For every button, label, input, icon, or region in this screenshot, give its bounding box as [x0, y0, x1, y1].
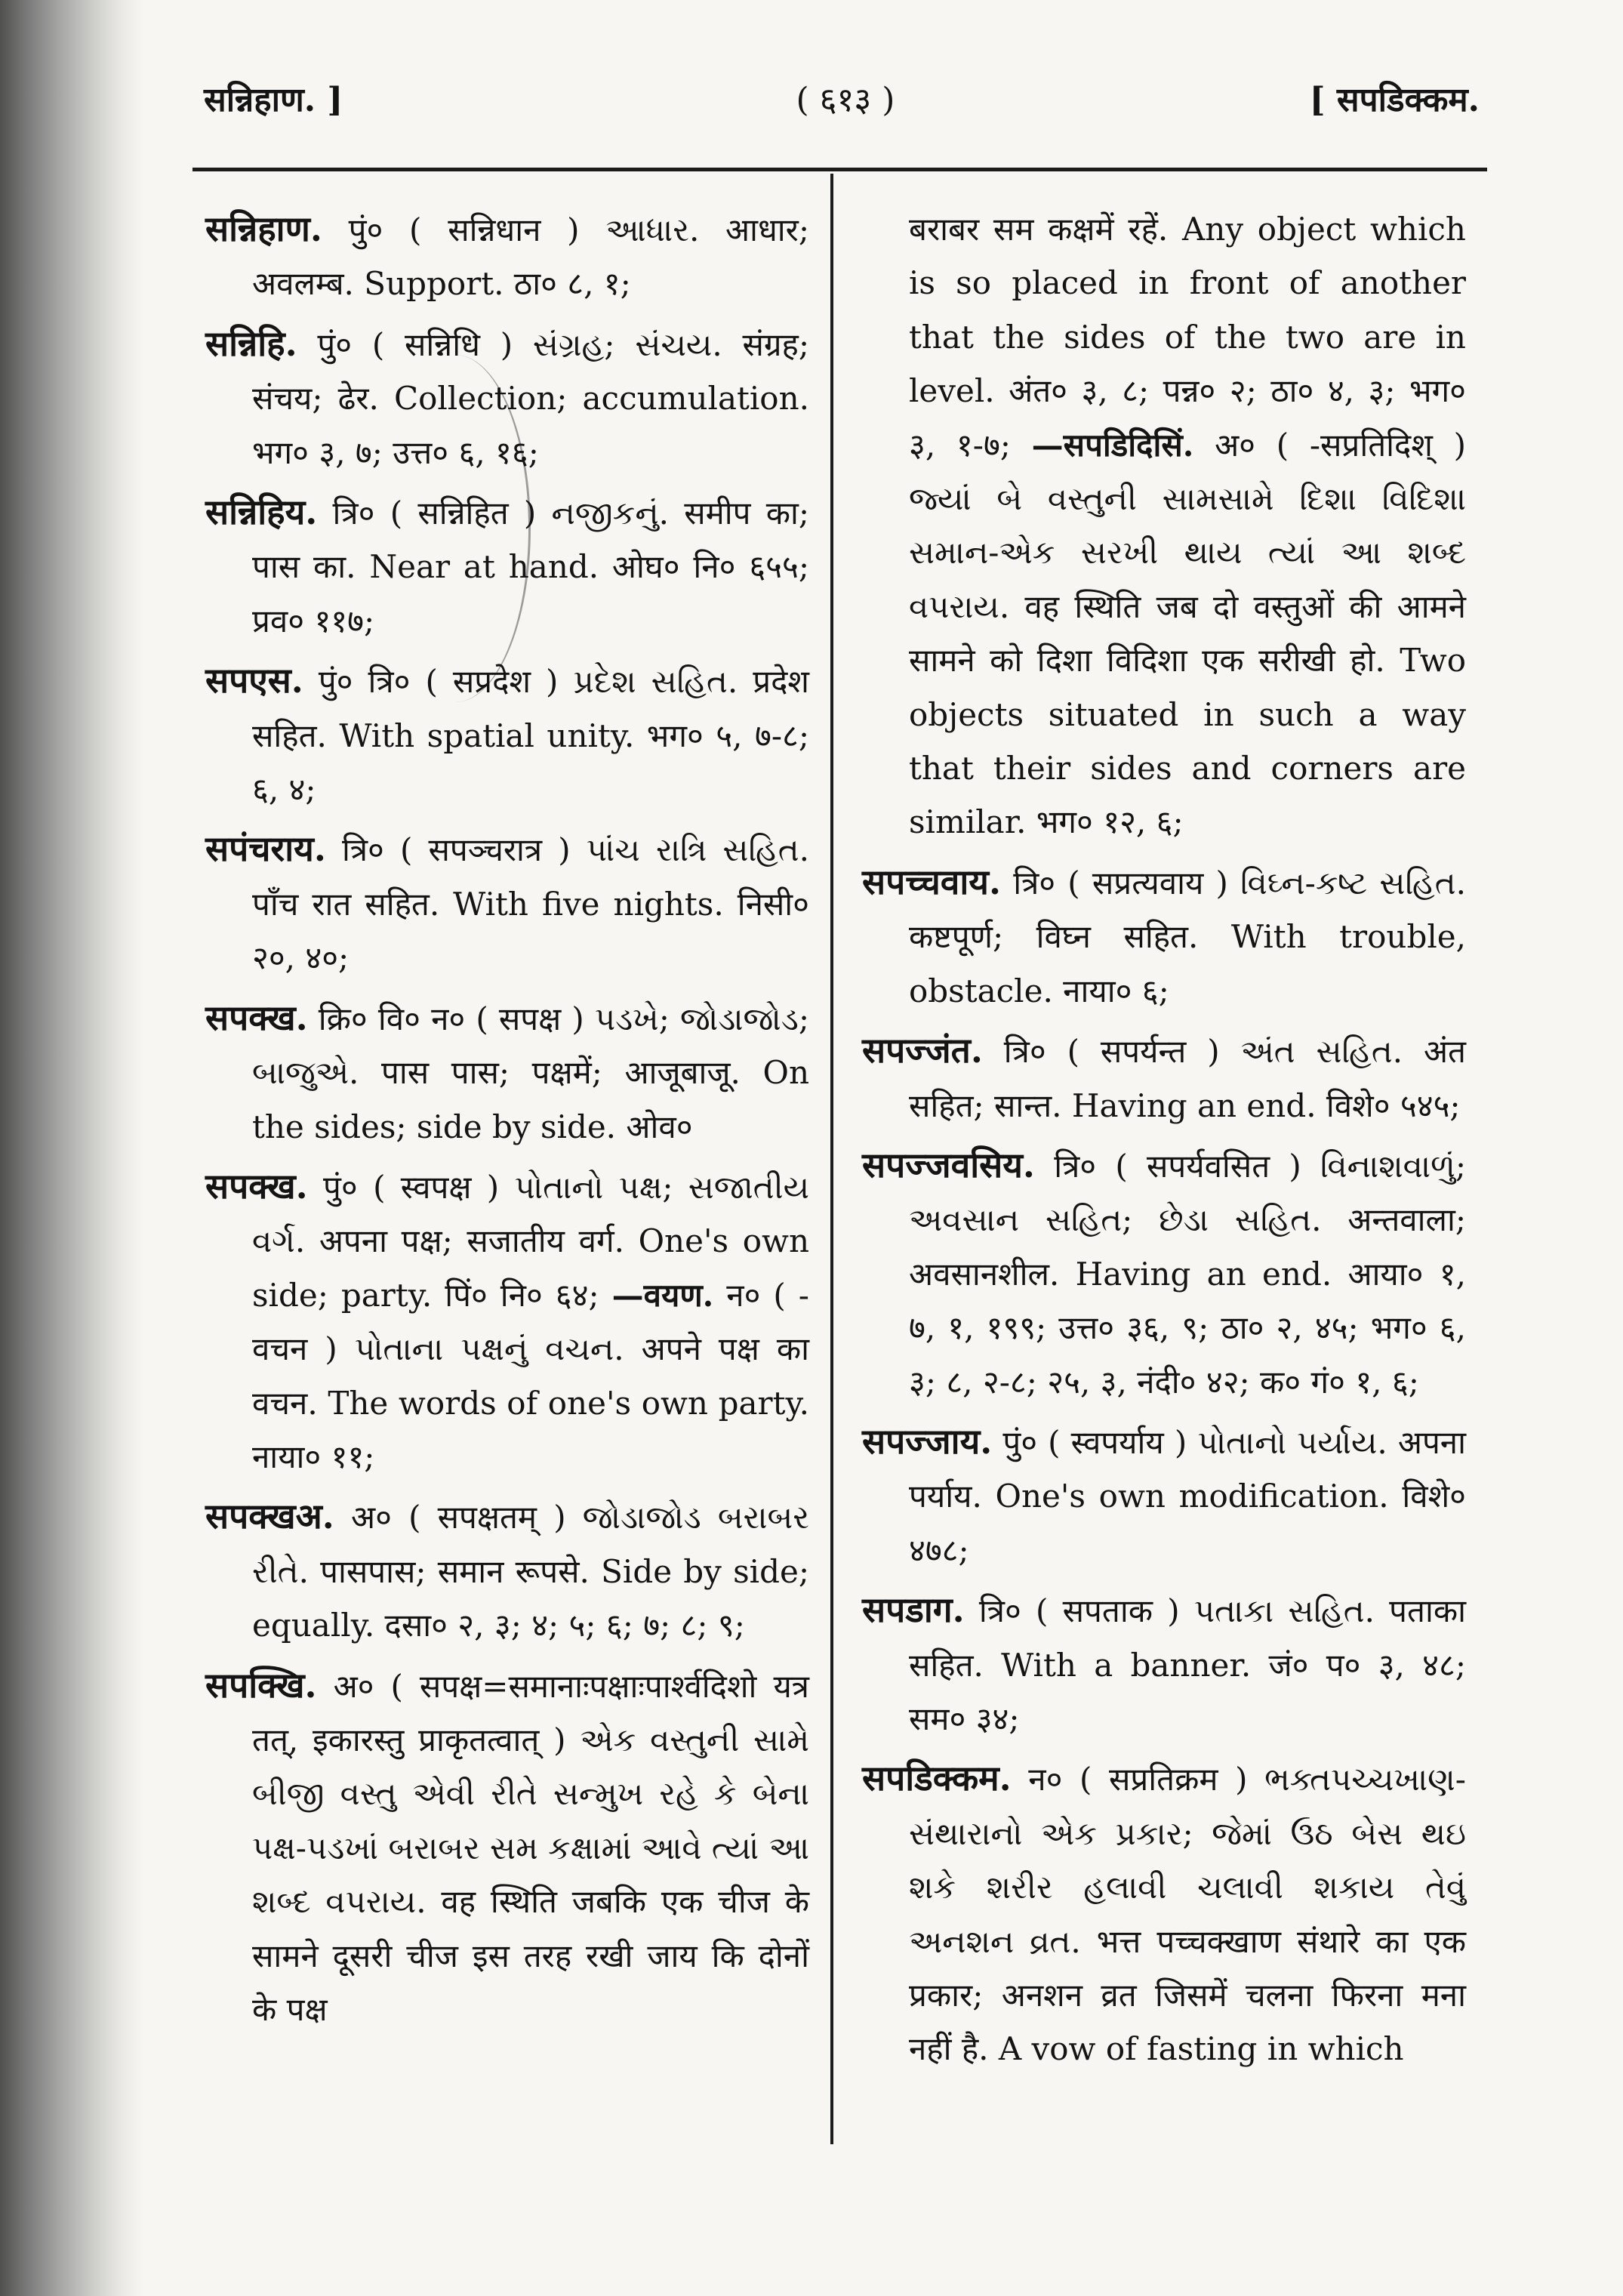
headword: सपडाग. — [862, 1589, 965, 1631]
column-divider — [830, 174, 833, 2144]
entry-body: अ० ( सपक्ष=समानाःपक्षाःपार्श्वदिशो यत्र तत्, इकारस्तु प्राकृतत्वात् ) એક વસ્તુની સામે બીજી વસ્તુ એવી રીતે સન્મુખ રહે કે બેના પક્ષ-પડખાં બરાબર સમ કક્ષામાં આવે ત્યાં આ શબ્દ વપરાય. वह स्थिति जबकि एक चीज के सामने दूसरी चीज इस तरह रखी जाय कि दोनों के पक्ष — [252, 1667, 809, 2028]
dictionary-entry — [862, 1583, 1466, 1746]
dictionary-entry — [205, 822, 809, 985]
dictionary-entry — [205, 654, 809, 816]
entry-body: त्रि० ( सपताक ) પતાકા સહિત. पताका सहित. With a banner. जं० प० ३, ४८; सम० ३४; — [909, 1592, 1466, 1737]
header-right-guideword: [ सपडिक्कम. — [1309, 81, 1480, 119]
dictionary-entry — [862, 1415, 1466, 1577]
entry-body: त्रि० ( सपञ्चरात्र ) પાંચ રાત્રિ સહિત. पाँच रात सहित. With five nights. निसी० २०, ४०; — [252, 831, 809, 977]
sub-entry-body: न० ( -वचन ) પોતાના પક્ષનું વચન. अपने पक्ष का वचन. The words of one's own party. नाया० ११; — [252, 1276, 809, 1475]
entry-body: क्रि० वि० न० ( सपक्ष ) પડખે; જોડાજોડ; બાજુએ. पास पास; पक्षमें; आजूबाजू. On the sides; side by side. ओव० — [252, 1000, 809, 1145]
dictionary-entry — [205, 1160, 809, 1484]
entry-body: न० ( सप्रतिक्रम ) ભક્તપચ્ચખાણ-સંથારાનો એક પ્રકાર; જેમાં ઉઠ બેસ થઇ શકે શરીર હલાવી ચલાવી શકાય તેવું અનશન વ્રત. भत्त पच्चक्खाण संथारे का एक प्रकार; अनशन व्रत जिसमें चलना फिरना मना नहीं है. A vow of fasting in which — [909, 1761, 1466, 2068]
headword: सपंचराय. — [205, 828, 326, 870]
headword: सन्निहाण. — [205, 208, 322, 249]
entry-body: पुं० त्रि० ( सप्रदेश ) પ્રદેશ સહિત. प्रदेश सहित. With spatial unity. भग० ५, ७-८; ६, ४; — [252, 663, 809, 809]
headword: सपज्जवसिय. — [862, 1144, 1035, 1185]
headword: सपक्ख. — [205, 997, 308, 1038]
headword: सपक्खअ. — [205, 1496, 334, 1537]
book-binding-shadow — [0, 0, 143, 2296]
entry-body: पुं० ( सन्निधि ) સંગ્રહ; સંચય. संग्रह; संचय; ढेर. Collection; accumulation. भग० ३, ७; उत्त० ६, १६; — [252, 325, 809, 471]
sub-entry-body: अ० ( -सप्रतिदिश् ) જ્યાં બે વસ્તુની સામસામે દિશા વિદિશા સમાન-એક સરખી થાય ત્યાં આ શબ્દ વપરાય. वह स्थिति जब दो वस्तुओं की आमने सामने को दिशा विदिशा एक सरीखी हो. Two objects situated in such a way that their sides and corners are similar. भग० १२, ६; — [909, 426, 1466, 841]
dictionary-entry — [205, 485, 809, 648]
header-left-guideword: सन्निहाण. ] — [204, 81, 343, 119]
entry-body: पुं० ( स्वपर्याय ) પોતાનો પર્યાય. अपना पर्याय. One's own modification. विशे० ४७८; — [909, 1423, 1466, 1569]
page-header — [204, 76, 1480, 136]
dictionary-entry — [862, 1752, 1466, 2076]
dictionary-entry — [205, 1490, 809, 1652]
dictionary-entry — [205, 1659, 809, 2037]
headword: सपज्जंत. — [862, 1030, 983, 1071]
dictionary-entry — [205, 317, 809, 479]
entry-body: अ० ( सपक्षतम् ) જોડાજોડ બરાબર રીતે. पासपास; समान रूपसे. Side by side; equally. दसा० २, ३; ४; ५; ६; ७; ८; ९; — [252, 1499, 809, 1644]
right-column — [862, 202, 1466, 2082]
headword: सपक्खि. — [205, 1664, 317, 1706]
header-rule — [192, 168, 1487, 171]
headword: सपडिक्कम. — [862, 1758, 1012, 1799]
left-column — [205, 202, 809, 2042]
page-number: ( ६१३ ) — [796, 81, 895, 119]
headword: सपच्चवाय. — [862, 861, 1001, 902]
sub-headword: —वयण. — [611, 1276, 714, 1314]
dictionary-entry — [205, 991, 809, 1154]
entry-body: त्रि० ( सप्रत्यवाय ) વિઘ્ન-કષ્ટ સહિત. कष्टपूर्ण; विघ्न सहित. With trouble, obstacle. नाया० ६; — [909, 864, 1466, 1009]
entry-body: पुं० ( सन्निधान ) આધાર. आधार; अवलम्ब. Support. ठा० ८, १; — [252, 211, 810, 303]
entry-body: त्रि० ( सपर्यन्त ) અંત સહિત. अंत सहित; सान्त. Having an end. विशे० ५४५; — [909, 1033, 1466, 1124]
entry-body: पुं० ( स्वपक्ष ) પોતાનો પક્ષ; સજાતીય વર્ગ. अपना पक्ष; सजातीय वर्ग. One's own side; party. पिं० नि० ६४; — [252, 1168, 809, 1314]
headword: सन्निहि. — [205, 322, 297, 364]
entry-continuation: बराबर सम कक्षमें रहें. Any object which is so placed in front of another that the sides of the two are in level. अंत० ३, ८; पन्न० २; ठा० ४, ३; भग० ३, १-७; — [909, 211, 1466, 464]
dictionary-entry — [862, 1024, 1466, 1133]
entry-body: त्रि० ( सपर्यवसित ) વિનાશવાળું; અવસાન સહિત; છેડા સહિત. अन्तवाला; अवसानशील. Having an end. आया० १, ७, १, १९९; उत्त० ३६, ९; ठा० २, ४५; भग० ६, ३; ८, २-८; २५, ३, नंदी० ४२; क० गं० १, ६; — [909, 1147, 1466, 1401]
dictionary-entry — [862, 1139, 1466, 1409]
headword: सपएस. — [205, 660, 303, 701]
entry-body: त्रि० ( सन्निहित ) નજીકનું. समीप का; पास का. Near at hand. ओघ० नि० ६५५; प्रव० ११७; — [252, 495, 809, 639]
headword: सपज्जाय. — [862, 1420, 993, 1462]
sub-headword: —सपडिदिसिं. — [1031, 426, 1194, 464]
dictionary-entry — [205, 202, 809, 311]
headword: सपक्ख. — [205, 1165, 308, 1207]
dictionary-entry — [862, 855, 1466, 1018]
headword: सन्निहिय. — [205, 492, 318, 533]
dictionary-entry-continued — [862, 202, 1466, 849]
